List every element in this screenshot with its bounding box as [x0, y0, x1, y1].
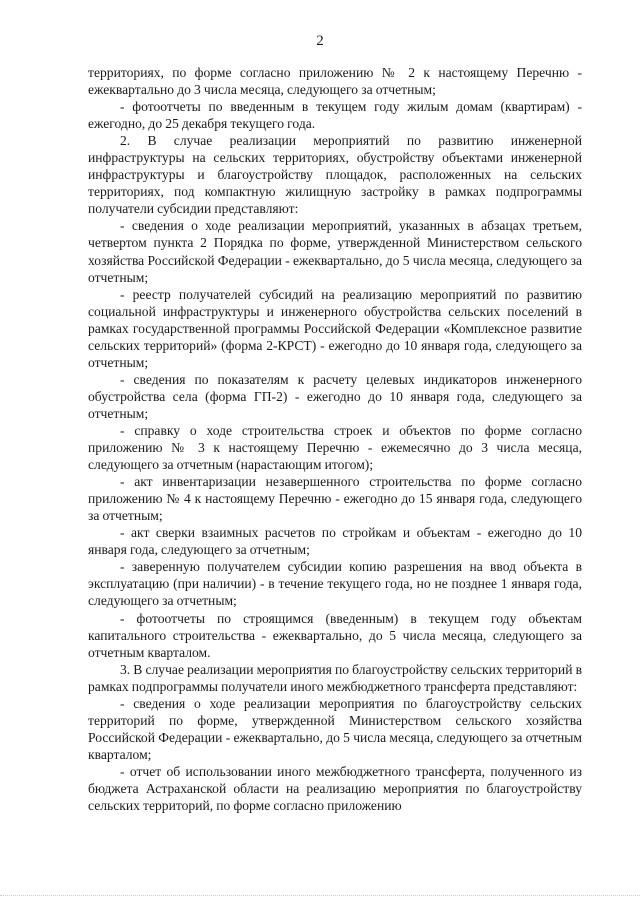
paragraph: - сведения о ходе реализации мероприятия по благоустройству сельских территорий по форме, утвержденной Министерством сельского хозяйства Российской Федерации - ежеквартально, до 5 числа месяца, следующего за отчетным кварталом;: [88, 695, 582, 762]
paragraph: 2. В случае реализации мероприятий по развитию инженерной инфраструктуры на сельских территориях, обустройству объектами инженерной инфраструктуры и благоустройству площадок, расположенных на сельских территориях, под компактную жилищную застройку в рамках подпрограммы получатели субсидии представляют:: [88, 133, 582, 217]
page-bottom-edge: [0, 895, 640, 897]
paragraph: - акт инвентаризации незавершенного строительства по форме согласно приложению № 4 к настоящему Перечню - ежегодно до 15 января года, следующего за отчетным;: [88, 474, 582, 524]
document-body: [88, 64, 582, 814]
paragraph: - справку о ходе строительства строек и объектов по форме согласно приложению № 3 к настоящему Перечню - ежемесячно до 3 числа месяца, следующего за отчетным (нарастающим итогом);: [88, 422, 582, 473]
paragraph: - фотоотчеты по строящимся (введенным) в текущем году объектам капитального строительства - ежеквартально, до 5 числа месяца, следующего за отчетным кварталом.: [88, 610, 582, 660]
paragraph: - заверенную получателем субсидии копию разрешения на ввод объекта в эксплуатацию (при наличии) - в течение текущего года, но не позднее 1 января года, следующего за отчетным;: [88, 559, 582, 609]
paragraph: территориях, по форме согласно приложению № 2 к настоящему Перечню - ежеквартально до 3 числа месяца, следующего за отчетным;: [88, 65, 582, 98]
paragraph: 3. В случае реализации мероприятия по благоустройству сельских территорий в рамках подпрограммы получатели иного межбюджетного трансферта представляют:: [88, 661, 583, 694]
paragraph: - отчет об использовании иного межбюджетного трансферта, полученного из бюджета Астраханской области на реализацию мероприятия по благоустройству сельских территорий, по форме согласно приложению: [88, 763, 582, 814]
page-number: 2: [316, 33, 324, 49]
paragraph: - фотоотчеты по введенным в текущем году жилым домам (квартирам) - ежегодно, до 25 декабря текущего года.: [88, 99, 582, 132]
paragraph: - сведения по показателям к расчету целевых индикаторов инженерного обустройства села (форма ГП-2) - ежегодно до 10 января года, следующего за отчетным;: [88, 371, 582, 421]
paragraph: - реестр получателей субсидий на реализацию мероприятий по развитию социальной инфраструктуры и инженерного обустройства сельских поселений в рамках государственной программы Российской Федерации «Комплексное развитие сельских территорий» (форма 2-КРСТ) - ежегодно до 10 января года, следующего за отчетным;: [88, 286, 582, 370]
paragraph: - акт сверки взаимных расчетов по стройкам и объектам - ежегодно до 10 января года, следующего за отчетным;: [88, 525, 582, 558]
paragraph: - сведения о ходе реализации мероприятий, указанных в абзацах третьем, четвертом пункта 2 Порядка по форме, утвержденной Министерством сельского хозяйства Российской Федерации - ежеквартально, до 5 числа месяца, следующего за отчетным;: [88, 218, 582, 285]
